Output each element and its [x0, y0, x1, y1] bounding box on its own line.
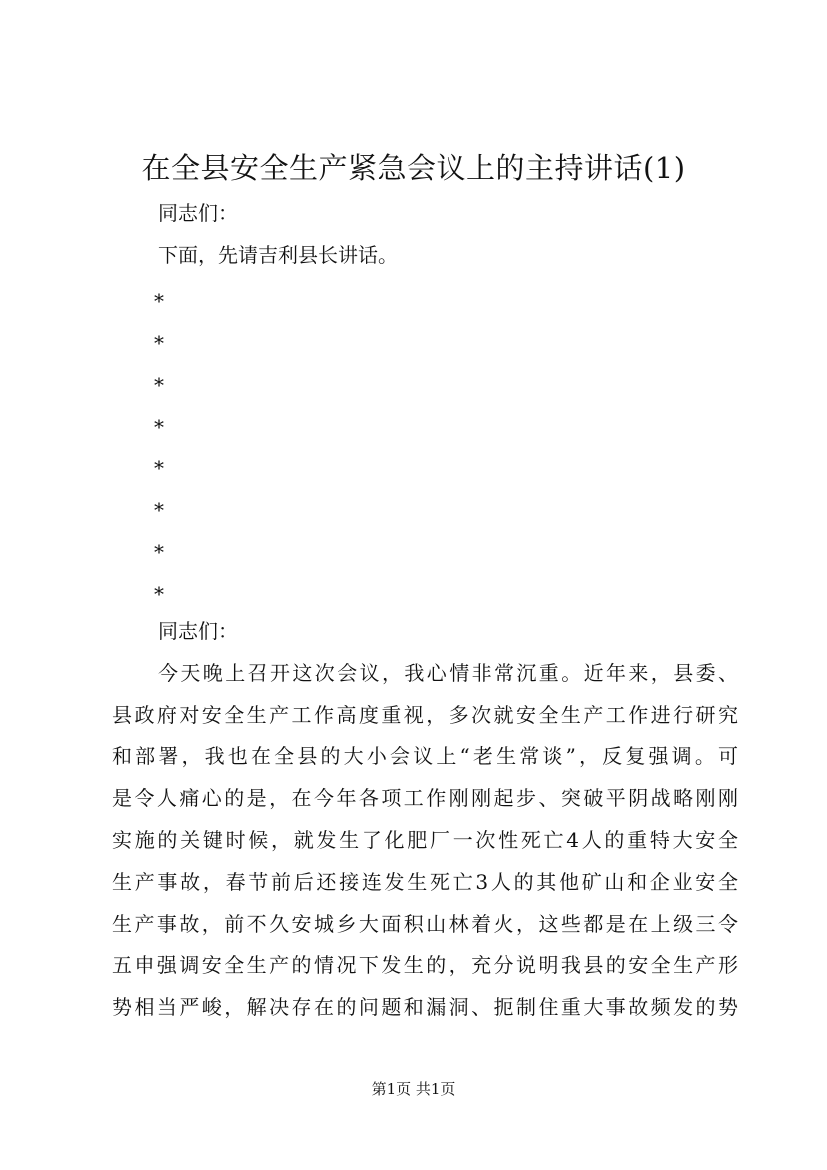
star-separator: * [154, 456, 164, 480]
star-separator: * [154, 498, 164, 522]
intro-line: 下面，先请吉利县长讲话。 [158, 243, 398, 267]
star-separator: * [154, 582, 164, 606]
star-separator: * [154, 373, 164, 397]
body-line: 生产事故，春节前后还接连发生死亡3人的其他矿山和企业安全 [112, 870, 738, 894]
star-separator: * [154, 540, 164, 564]
body-line: 县政府对安全生产工作高度重视，多次就安全生产工作进行研究 [112, 703, 738, 727]
greeting-1: 同志们： [158, 201, 238, 225]
star-separator: * [154, 289, 164, 313]
document-title: 在全县安全生产紧急会议上的主持讲话(1) [141, 151, 686, 185]
body-line: 生产事故，前不久安城乡大面积山林着火，这些都是在上级三令 [112, 912, 738, 936]
body-line: 五申强调安全生产的情况下发生的，充分说明我县的安全生产形 [112, 953, 738, 977]
star-separator: * [154, 331, 164, 355]
greeting-2: 同志们： [158, 619, 238, 643]
page-footer: 第1页 共1页 [371, 1080, 456, 1098]
body-line: 实施的关键时候，就发生了化肥厂一次性死亡4人的重特大安全 [112, 828, 738, 852]
body-line: 是令人痛心的是，在今年各项工作刚刚起步、突破平阴战略刚刚 [112, 786, 738, 810]
star-separator: * [154, 415, 164, 439]
body-line: 和部署，我也在全县的大小会议上“老生常谈”，反复强调。可 [112, 744, 738, 768]
body-line: 今天晚上召开这次会议，我心情非常沉重。近年来，县委、 [158, 661, 738, 685]
body-line: 势相当严峻，解决存在的问题和漏洞、扼制住重大事故频发的势 [112, 995, 738, 1019]
